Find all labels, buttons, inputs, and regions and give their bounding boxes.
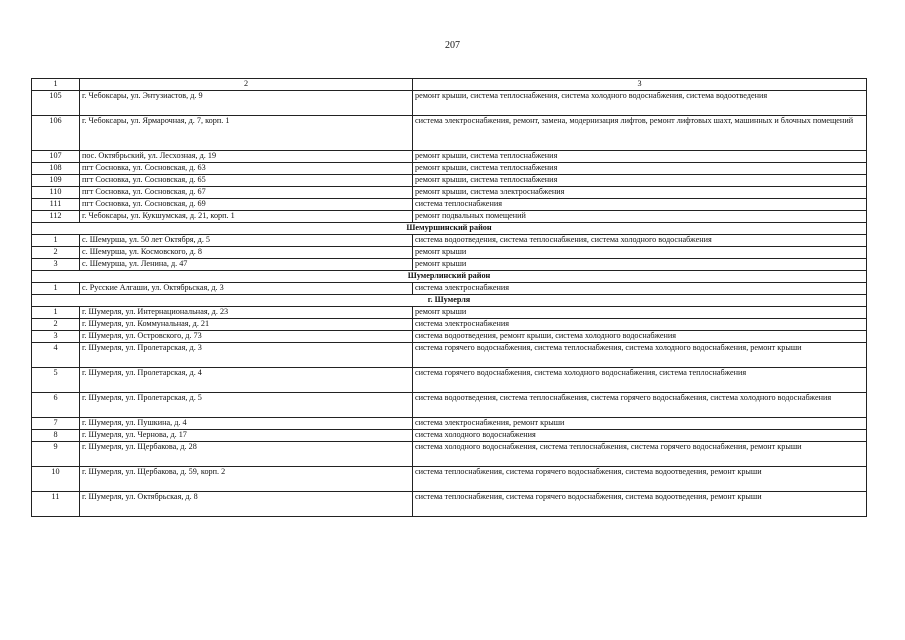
row-number: 8 bbox=[32, 429, 80, 441]
repair-works: ремонт крыши, система теплоснабжения bbox=[413, 174, 867, 186]
building-address: г. Шумерля, ул. Октябрьская, д. 8 bbox=[80, 491, 413, 516]
row-number: 1 bbox=[32, 282, 80, 294]
repair-works: система холодного водоснабжения bbox=[413, 429, 867, 441]
table-row bbox=[32, 90, 867, 115]
row-number: 2 bbox=[32, 318, 80, 330]
row-number: 110 bbox=[32, 186, 80, 198]
table-row bbox=[32, 234, 867, 246]
table-row bbox=[32, 342, 867, 367]
repair-works: система теплоснабжения, система горячего водоснабжения, система водоотведения, ремонт крыши bbox=[413, 491, 867, 516]
column-number-2: 2 bbox=[80, 79, 413, 91]
table-row bbox=[32, 441, 867, 466]
row-number: 109 bbox=[32, 174, 80, 186]
register-table bbox=[31, 78, 867, 517]
repair-works: система водоотведения, система теплоснабжения, система горячего водоснабжения, система холодного водоснабжения bbox=[413, 392, 867, 417]
row-number: 1 bbox=[32, 306, 80, 318]
repair-works: система электроснабжения, ремонт, замена, модернизация лифтов, ремонт лифтовых шахт, машинных и блочных помещений bbox=[413, 115, 867, 150]
row-number: 4 bbox=[32, 342, 80, 367]
building-address: с. Шемурша, ул. Космовского, д. 8 bbox=[80, 246, 413, 258]
section-heading: Шумерлинский район bbox=[32, 270, 867, 282]
repair-works: система водоотведения, ремонт крыши, система холодного водоснабжения bbox=[413, 330, 867, 342]
row-number: 3 bbox=[32, 258, 80, 270]
building-address: с. Русские Алгаши, ул. Октябрьская, д. 3 bbox=[80, 282, 413, 294]
building-address: пгт Сосновка, ул. Сосновская, д. 69 bbox=[80, 198, 413, 210]
repair-works: система холодного водоснабжения, система теплоснабжения, система горячего водоснабжения, ремонт крыши bbox=[413, 441, 867, 466]
building-address: с. Шемурша, ул. 50 лет Октября, д. 5 bbox=[80, 234, 413, 246]
repair-works: ремонт крыши bbox=[413, 246, 867, 258]
row-number: 7 bbox=[32, 417, 80, 429]
row-number: 11 bbox=[32, 491, 80, 516]
building-address: пгт Сосновка, ул. Сосновская, д. 65 bbox=[80, 174, 413, 186]
building-address: г. Чебоксары, ул. Ярмарочная, д. 7, корп. 1 bbox=[80, 115, 413, 150]
row-number: 106 bbox=[32, 115, 80, 150]
row-number: 108 bbox=[32, 162, 80, 174]
table-row bbox=[32, 115, 867, 150]
repair-works: ремонт крыши, система теплоснабжения, система холодного водоснабжения, система водоотведения bbox=[413, 90, 867, 115]
repair-works: система горячего водоснабжения, система холодного водоснабжения, система теплоснабжения bbox=[413, 367, 867, 392]
section-heading: г. Шумерля bbox=[32, 294, 867, 306]
row-number: 107 bbox=[32, 150, 80, 162]
building-address: г. Шумерля, ул. Пролетарская, д. 3 bbox=[80, 342, 413, 367]
row-number: 5 bbox=[32, 367, 80, 392]
repair-works: ремонт крыши bbox=[413, 258, 867, 270]
row-number: 111 bbox=[32, 198, 80, 210]
repair-works: система горячего водоснабжения, система теплоснабжения, система холодного водоснабжения, ремонт крыши bbox=[413, 342, 867, 367]
section-heading: Шемуршинский район bbox=[32, 222, 867, 234]
row-number: 9 bbox=[32, 441, 80, 466]
repair-works: ремонт крыши, система теплоснабжения bbox=[413, 150, 867, 162]
table-row bbox=[32, 246, 867, 258]
repair-works: система теплоснабжения bbox=[413, 198, 867, 210]
table-row bbox=[32, 429, 867, 441]
building-address: пос. Октябрьский, ул. Лесхозная, д. 19 bbox=[80, 150, 413, 162]
building-address: г. Шумерля, ул. Пролетарская, д. 4 bbox=[80, 367, 413, 392]
building-address: г. Шумерля, ул. Щербакова, д. 28 bbox=[80, 441, 413, 466]
table-row bbox=[32, 466, 867, 491]
building-address: г. Шумерля, ул. Пролетарская, д. 5 bbox=[80, 392, 413, 417]
row-number: 2 bbox=[32, 246, 80, 258]
table-row bbox=[32, 210, 867, 222]
table-row bbox=[32, 162, 867, 174]
building-address: г. Шумерля, ул. Щербакова, д. 59, корп. 2 bbox=[80, 466, 413, 491]
repair-works: ремонт крыши bbox=[413, 306, 867, 318]
table-row bbox=[32, 330, 867, 342]
table-row bbox=[32, 417, 867, 429]
table-row bbox=[32, 282, 867, 294]
row-number: 1 bbox=[32, 234, 80, 246]
table-row bbox=[32, 186, 867, 198]
repair-works: система водоотведения, система теплоснабжения, система холодного водоснабжения bbox=[413, 234, 867, 246]
page-number: 207 bbox=[445, 40, 460, 51]
section-heading-row bbox=[32, 294, 867, 306]
table-row bbox=[32, 150, 867, 162]
repair-works: ремонт подвальных помещений bbox=[413, 210, 867, 222]
column-number-row bbox=[32, 79, 867, 91]
row-number: 3 bbox=[32, 330, 80, 342]
table-row bbox=[32, 258, 867, 270]
row-number: 105 bbox=[32, 90, 80, 115]
repair-works: ремонт крыши, система теплоснабжения bbox=[413, 162, 867, 174]
repair-works: система электроснабжения, ремонт крыши bbox=[413, 417, 867, 429]
building-address: пгт Сосновка, ул. Сосновская, д. 63 bbox=[80, 162, 413, 174]
table-row bbox=[32, 491, 867, 516]
building-address: г. Шумерля, ул. Коммунальная, д. 21 bbox=[80, 318, 413, 330]
row-number: 10 bbox=[32, 466, 80, 491]
column-number-1: 1 bbox=[32, 79, 80, 91]
building-address: с. Шемурша, ул. Ленина, д. 47 bbox=[80, 258, 413, 270]
table-row bbox=[32, 318, 867, 330]
row-number: 112 bbox=[32, 210, 80, 222]
building-address: г. Шумерля, ул. Пушкина, д. 4 bbox=[80, 417, 413, 429]
repair-works: система электроснабжения bbox=[413, 318, 867, 330]
register-body bbox=[32, 79, 867, 517]
building-address: г. Шумерля, ул. Островского, д. 73 bbox=[80, 330, 413, 342]
section-heading-row bbox=[32, 222, 867, 234]
table-row bbox=[32, 367, 867, 392]
building-address: г. Чебоксары, ул. Энтузиастов, д. 9 bbox=[80, 90, 413, 115]
table-row bbox=[32, 198, 867, 210]
repair-works: система электроснабжения bbox=[413, 282, 867, 294]
building-address: г. Чебоксары, ул. Кукшумская, д. 21, корп. 1 bbox=[80, 210, 413, 222]
table-row bbox=[32, 392, 867, 417]
column-number-3: 3 bbox=[413, 79, 867, 91]
row-number: 6 bbox=[32, 392, 80, 417]
building-address: г. Шумерля, ул. Интернациональная, д. 23 bbox=[80, 306, 413, 318]
repair-works: ремонт крыши, система электроснабжения bbox=[413, 186, 867, 198]
building-address: пгт Сосновка, ул. Сосновская, д. 67 bbox=[80, 186, 413, 198]
table-row bbox=[32, 306, 867, 318]
section-heading-row bbox=[32, 270, 867, 282]
repair-works: система теплоснабжения, система горячего водоснабжения, система водоотведения, ремонт крыши bbox=[413, 466, 867, 491]
building-address: г. Шумерля, ул. Чернова, д. 17 bbox=[80, 429, 413, 441]
table-row bbox=[32, 174, 867, 186]
